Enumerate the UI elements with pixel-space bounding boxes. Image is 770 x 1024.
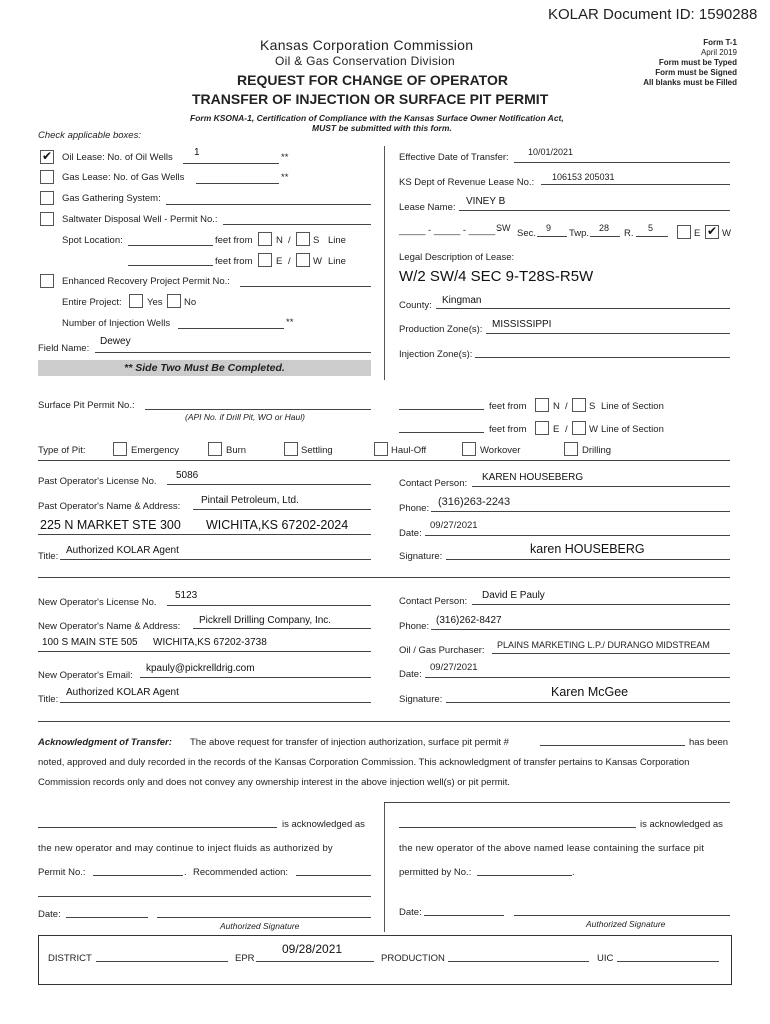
ack-permit-no-label: Permit No.: — [38, 867, 86, 878]
emergency-label: Emergency — [131, 445, 180, 456]
new-signature-value[interactable]: Karen McGee — [551, 685, 629, 699]
settling-checkbox[interactable] — [284, 442, 298, 456]
slash: / — [288, 235, 291, 246]
purchaser-label: Oil / Gas Purchaser: — [399, 645, 485, 656]
new-license-value[interactable]: 5123 — [175, 590, 198, 601]
ack-text-2: noted, approved and duly recorded in the records of the Kansas Corporation Commission. This acknowledgment of transfer pertains to Kansas Corporation — [38, 757, 690, 768]
epr-label: EPR — [235, 953, 255, 964]
page-title: REQUEST FOR CHANGE OF OPERATOR — [237, 72, 508, 88]
ack-right-date-line — [424, 915, 504, 916]
new-address-line — [38, 651, 371, 652]
ack-permitted-line — [477, 875, 572, 876]
new-name-line — [193, 628, 371, 629]
past-contact-label: Contact Person: — [399, 478, 468, 489]
ack-rec-action-line — [296, 875, 371, 876]
range-w-checkbox[interactable] — [705, 225, 719, 239]
new-signature-line — [446, 702, 730, 703]
lease-name-value[interactable]: VINEY B — [466, 196, 506, 207]
ack-has-been: has been — [689, 737, 729, 748]
past-name-label: Past Operator's Name & Address: — [38, 501, 181, 512]
gas-lease-checkbox[interactable] — [40, 170, 54, 184]
gas-gathering-checkbox[interactable] — [40, 191, 54, 205]
past-address-line-1[interactable]: 225 N MARKET STE 300 — [40, 518, 181, 532]
period: . — [572, 867, 575, 878]
e-label: E — [276, 256, 283, 267]
form-signed-note: Form must be Signed — [655, 68, 737, 77]
ack-text-1: The above request for transfer of injection authorization, surface pit permit # — [190, 737, 509, 748]
gas-wells-asterisk: ** — [281, 172, 289, 183]
injection-wells-line — [178, 328, 284, 329]
field-name-line — [95, 352, 371, 353]
spot-feet-from: feet from — [215, 235, 253, 246]
pit-permit-line — [145, 409, 371, 410]
r-label: R. — [624, 228, 634, 239]
pit-api-note: (API No. if Drill Pit, WO or Haul) — [185, 412, 305, 422]
new-date-line — [425, 677, 730, 678]
twp-label: Twp. — [569, 228, 590, 239]
new-phone-line — [431, 629, 730, 630]
emergency-checkbox[interactable] — [113, 442, 127, 456]
form-blanks-note: All blanks must be Filled — [643, 78, 737, 87]
ack-permitted-label: permitted by No.: — [399, 867, 472, 878]
entire-project-label: Entire Project: — [62, 297, 122, 308]
location-dashes: _____ - _____ - _____ - — [399, 225, 501, 236]
sec-value[interactable]: 9 — [546, 223, 552, 233]
no-label: No — [184, 297, 197, 308]
epr-value[interactable]: 09/28/2021 — [282, 942, 343, 956]
pit-s-label: S — [589, 401, 596, 412]
gas-lease-label: Gas Lease: No. of Gas Wells — [62, 172, 185, 183]
pit-permit-label: Surface Pit Permit No.: — [38, 400, 135, 411]
past-signature-value[interactable]: karen HOUSEBERG — [530, 542, 645, 556]
pit-w-checkbox[interactable] — [572, 421, 586, 435]
swd-checkbox[interactable] — [40, 212, 54, 226]
line-label-2: Line — [328, 256, 346, 267]
r-value[interactable]: 5 — [648, 223, 654, 233]
past-license-label: Past Operator's License No. — [38, 476, 157, 487]
ack-left-date-line — [66, 917, 148, 918]
eor-label: Enhanced Recovery Project Permit No.: — [62, 276, 230, 287]
side-two-banner: ** Side Two Must Be Completed. — [38, 360, 371, 376]
injection-wells-asterisk: ** — [286, 317, 294, 328]
ack-rec-action-label: Recommended action: — [193, 867, 289, 878]
ack-heading: Acknowledgment of Transfer: — [38, 737, 172, 748]
pit-feet-line-2 — [399, 432, 484, 433]
ack-text-3: Commission records only and does not convey any ownership interest in the above injection well(s) or pit permit. — [38, 777, 511, 788]
s-label: S — [313, 235, 320, 246]
new-name-value[interactable]: Pickrell Drilling Company, Inc. — [199, 615, 332, 626]
pit-s-checkbox[interactable] — [572, 398, 586, 412]
past-name-line — [193, 509, 371, 510]
sec-line — [537, 236, 567, 237]
new-email-label: New Operator's Email: — [38, 670, 133, 681]
range-w-label: W — [722, 228, 731, 239]
field-name-value[interactable]: Dewey — [100, 336, 131, 347]
workover-checkbox[interactable] — [462, 442, 476, 456]
effective-date-value[interactable]: 10/01/2021 — [528, 147, 574, 157]
purchaser-line — [492, 653, 730, 654]
past-contact-value[interactable]: KAREN HOUSEBERG — [482, 472, 584, 483]
slash: / — [288, 256, 291, 267]
county-line — [436, 308, 730, 309]
epr-line — [256, 961, 374, 962]
hauloff-label: Haul-Off — [391, 445, 427, 456]
injection-zone-line — [475, 357, 730, 358]
document-id: KOLAR Document ID: 1590288 — [548, 6, 758, 23]
new-date-label: Date: — [399, 669, 422, 680]
past-date-label: Date: — [399, 528, 422, 539]
ack-right-is-ack: is acknowledged as — [640, 819, 723, 830]
spot-line-1 — [128, 245, 213, 246]
section-divider — [38, 460, 730, 461]
pit-n-label: N — [553, 401, 560, 412]
pit-line-section-2: Line of Section — [601, 424, 664, 435]
section-divider-2 — [38, 577, 730, 578]
gas-gathering-line — [166, 204, 371, 205]
new-license-line — [167, 605, 371, 606]
ack-right-name-line — [399, 827, 636, 828]
pit-e-checkbox[interactable] — [535, 421, 549, 435]
w-label: W — [313, 256, 322, 267]
ack-right-date-label: Date: — [399, 907, 422, 918]
slash: / — [565, 424, 568, 435]
spot-line-2 — [128, 265, 213, 266]
past-title-value[interactable]: Authorized KOLAR Agent — [66, 545, 179, 556]
ack-permit-no-line — [93, 875, 183, 876]
new-email-value[interactable]: kpauly@pickrelldrig.com — [146, 663, 255, 674]
s-checkbox[interactable] — [296, 232, 310, 246]
ack-left-text: the new operator and may continue to inject fluids as authorized by — [38, 843, 333, 854]
drilling-label: Drilling — [582, 445, 612, 456]
pit-feet-line-1 — [399, 409, 484, 410]
ack-left-name-line — [38, 827, 277, 828]
form-date: April 2019 — [700, 48, 737, 57]
past-phone-value[interactable]: (316)263-2243 — [438, 496, 511, 508]
past-license-line — [167, 484, 371, 485]
form-number: Form T-1 — [703, 38, 737, 47]
new-license-label: New Operator's License No. — [38, 597, 157, 608]
check-label: Check applicable boxes: — [38, 130, 141, 141]
past-title-label: Title: — [38, 551, 59, 562]
pit-feet-from: feet from — [489, 401, 527, 412]
agency-name: Kansas Corporation Commission — [260, 37, 474, 53]
sec-label: Sec. — [517, 228, 537, 239]
new-title-value[interactable]: Authorized KOLAR Agent — [66, 687, 179, 698]
injection-wells-label: Number of Injection Wells — [62, 318, 171, 329]
county-value[interactable]: Kingman — [442, 295, 482, 306]
no-checkbox[interactable] — [167, 294, 181, 308]
uic-line — [617, 961, 719, 962]
effective-date-line — [514, 162, 730, 163]
line-label: Line — [328, 235, 346, 246]
settling-label: Settling — [301, 445, 333, 456]
hauloff-checkbox[interactable] — [374, 442, 388, 456]
location-sw[interactable]: SW — [496, 223, 511, 233]
eor-permit-line — [240, 286, 371, 287]
injection-zone-label: Injection Zone(s): — [399, 349, 473, 360]
ack-left-is-ack: is acknowledged as — [282, 819, 365, 830]
n-checkbox[interactable] — [258, 232, 272, 246]
burn-label: Burn — [226, 445, 247, 456]
ack-left-date-label: Date: — [38, 909, 61, 920]
gas-gathering-label: Gas Gathering System: — [62, 193, 161, 204]
oil-wells-asterisk: ** — [281, 152, 289, 163]
twp-line — [590, 236, 620, 237]
past-name-value[interactable]: Pintail Petroleum, Ltd. — [201, 495, 299, 506]
oil-wells-value[interactable]: 1 — [194, 147, 200, 158]
production-zone-label: Production Zone(s): — [399, 324, 483, 335]
gas-wells-line — [196, 183, 279, 184]
past-address-line-2[interactable]: WICHITA,KS 67202-2024 — [206, 518, 349, 532]
past-date-line — [425, 535, 730, 536]
oil-lease-checkbox[interactable] — [40, 150, 54, 164]
past-signature-line — [446, 559, 730, 560]
ks-dept-value[interactable]: 106153 205031 — [552, 172, 615, 182]
pit-e-label: E — [553, 424, 560, 435]
spot-feet-from-2: feet from — [215, 256, 253, 267]
new-signature-label: Signature: — [399, 694, 443, 705]
e-checkbox[interactable] — [258, 253, 272, 267]
ack-permit-line — [540, 745, 685, 746]
ksona-note: Form KSONA-1, Certification of Compliance with the Kansas Surface Owner Notification Act, — [190, 113, 564, 123]
past-title-line — [60, 559, 371, 560]
yes-checkbox[interactable] — [129, 294, 143, 308]
form-typed-note: Form must be Typed — [658, 58, 737, 67]
pit-w-label: W — [589, 424, 598, 435]
twp-value[interactable]: 28 — [599, 223, 610, 233]
pit-type-label: Type of Pit: — [38, 445, 86, 456]
field-name-label: Field Name: — [38, 343, 90, 354]
past-license-value[interactable]: 5086 — [176, 470, 199, 481]
past-phone-label: Phone: — [399, 503, 430, 514]
past-phone-line — [431, 511, 730, 512]
drilling-checkbox[interactable] — [564, 442, 578, 456]
production-label: PRODUCTION — [381, 953, 445, 964]
uic-label: UIC — [597, 953, 614, 964]
oil-lease-label: Oil Lease: No. of Oil Wells — [62, 152, 173, 163]
legal-desc-label: Legal Description of Lease: — [399, 252, 515, 263]
past-date-value[interactable]: 09/27/2021 — [430, 520, 478, 531]
yes-label: Yes — [147, 297, 163, 308]
pit-line-section: Line of Section — [601, 401, 664, 412]
new-contact-value[interactable]: David E Pauly — [482, 590, 545, 601]
lease-name-line — [459, 210, 730, 211]
new-name-label: New Operator's Name & Address: — [38, 621, 181, 632]
ack-right-text: the new operator of the above named lease containing the surface pit — [399, 843, 705, 854]
w-checkbox[interactable] — [296, 253, 310, 267]
ks-dept-line — [541, 184, 730, 185]
page-subtitle: TRANSFER OF INJECTION OR SURFACE PIT PERMIT — [192, 91, 549, 107]
ack-left-auth-sig: Authorized Signature — [220, 921, 300, 931]
ack-top-line — [384, 802, 730, 803]
new-email-line — [140, 677, 371, 678]
new-date-value[interactable]: 09/27/2021 — [430, 662, 478, 673]
pit-n-checkbox[interactable] — [535, 398, 549, 412]
county-label: County: — [399, 300, 432, 311]
section-divider-3 — [38, 721, 730, 722]
past-contact-line — [472, 486, 730, 487]
oil-wells-line — [183, 163, 279, 164]
ack-divider — [384, 802, 385, 932]
burn-checkbox[interactable] — [208, 442, 222, 456]
production-zone-line — [486, 333, 730, 334]
new-address-line-2[interactable]: WICHITA,KS 67202-3738 — [153, 637, 267, 648]
ack-right-auth-sig: Authorized Signature — [586, 919, 666, 929]
ack-left-sig-line — [157, 917, 371, 918]
lease-name-label: Lease Name: — [399, 202, 456, 213]
eor-checkbox[interactable] — [40, 274, 54, 288]
spot-location-label: Spot Location: — [62, 235, 123, 246]
swd-label: Saltwater Disposal Well - Permit No.: — [62, 214, 218, 225]
new-contact-line — [472, 604, 730, 605]
workover-label: Workover — [480, 445, 521, 456]
column-divider — [384, 146, 385, 380]
district-line — [96, 961, 228, 962]
r-line — [636, 236, 668, 237]
swd-permit-line — [223, 224, 371, 225]
purchaser-value[interactable]: PLAINS MARKETING L.P./ DURANGO MIDSTREAM — [497, 640, 710, 650]
new-contact-label: Contact Person: — [399, 596, 468, 607]
new-phone-value[interactable]: (316)262-8427 — [436, 615, 502, 626]
ack-right-sig-line — [514, 915, 730, 916]
new-address-line-1[interactable]: 100 S MAIN STE 505 — [42, 637, 138, 648]
ks-dept-label: KS Dept of Revenue Lease No.: — [399, 177, 535, 188]
pit-feet-from-2: feet from — [489, 424, 527, 435]
production-line — [448, 961, 589, 962]
effective-date-label: Effective Date of Transfer: — [399, 152, 509, 163]
district-label: DISTRICT — [48, 953, 92, 964]
n-label: N — [276, 235, 283, 246]
slash: / — [565, 401, 568, 412]
past-signature-label: Signature: — [399, 551, 443, 562]
new-title-label: Title: — [38, 694, 59, 705]
new-phone-label: Phone: — [399, 621, 430, 632]
past-address-line — [38, 534, 371, 535]
new-title-line — [60, 702, 371, 703]
range-e-checkbox[interactable] — [677, 225, 691, 239]
legal-desc-value[interactable]: W/2 SW/4 SEC 9-T28S-R5W — [399, 268, 594, 285]
period: . — [184, 867, 187, 878]
division-name: Oil & Gas Conservation Division — [275, 54, 456, 68]
production-zone-value[interactable]: MISSISSIPPI — [492, 319, 552, 330]
ksona-note-2: MUST be submitted with this form. — [312, 123, 452, 133]
ack-left-blank-line — [38, 896, 371, 897]
range-e-label: E — [694, 228, 701, 239]
